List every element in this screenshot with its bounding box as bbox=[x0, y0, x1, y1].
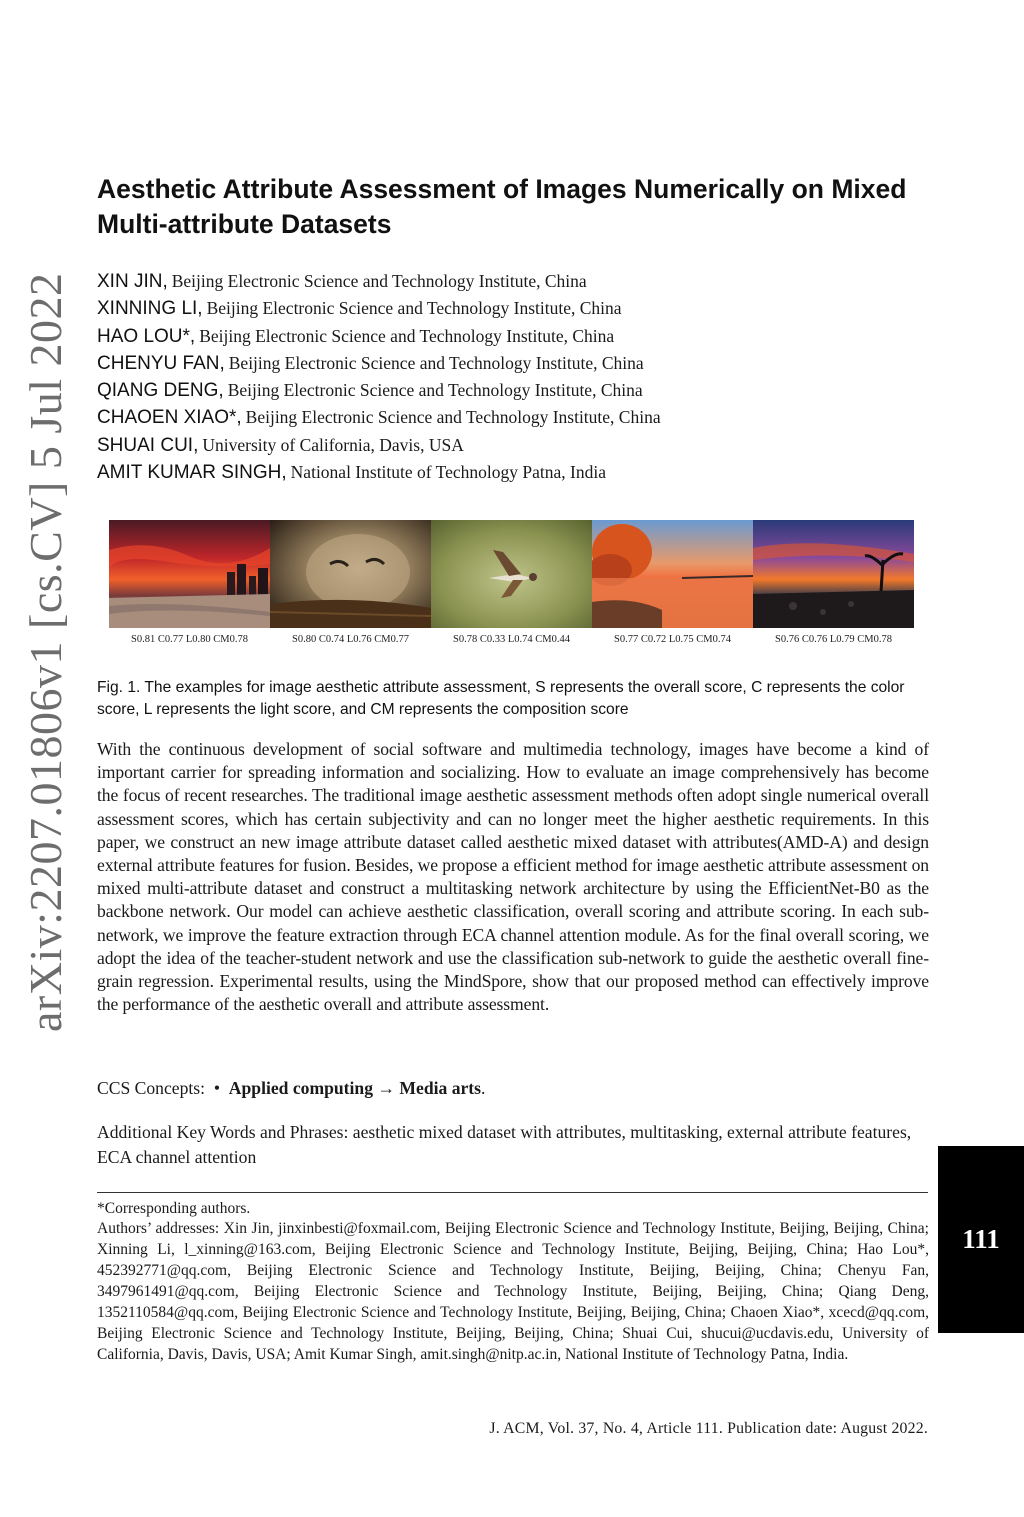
ccs-period: . bbox=[481, 1078, 486, 1098]
arxiv-stamp: arXiv:2207.01806v1 [cs.CV] 5 Jul 2022 bbox=[20, 272, 71, 1032]
photo-bird-flight bbox=[431, 520, 592, 628]
ccs-subconcept: Media arts bbox=[399, 1078, 482, 1098]
paper-title: Aesthetic Attribute Assessment of Images Numerically on Mixed Multi-attribute Datasets bbox=[97, 174, 907, 239]
author-list bbox=[97, 268, 937, 486]
ccs-concepts bbox=[97, 1077, 929, 1100]
author-affiliation: Beijing Electronic Science and Technology Institute, China bbox=[228, 352, 644, 373]
score-label: S0.78 C0.33 L0.74 CM0.44 bbox=[453, 634, 570, 645]
article-number-tab: 111 bbox=[938, 1146, 1024, 1333]
figure-caption: Fig. 1. The examples for image aesthetic attribute assessment, S represents the overall score, C represents the color score, L represents the light score, and CM represents the composition score bbox=[97, 679, 905, 718]
author-item bbox=[97, 323, 937, 350]
author-item bbox=[97, 268, 937, 295]
score-label: S0.81 C0.77 L0.80 CM0.78 bbox=[131, 634, 248, 645]
author-name: SHUAI CUI, bbox=[97, 434, 199, 456]
photo-autumn-lake bbox=[592, 520, 753, 628]
author-affiliation: Beijing Electronic Science and Technology Institute, China bbox=[245, 407, 661, 428]
photo-sleeping-cat bbox=[270, 520, 431, 628]
publication-info: J. ACM, Vol. 37, No. 4, Article 111. Publication date: August 2022. bbox=[489, 1420, 928, 1437]
author-item bbox=[97, 377, 937, 404]
author-addresses: Authors’ addresses: Xin Jin, jinxinbesti@foxmail.com, Beijing Electronic Science and Technology Institute, Beijing, Beijing, China; Xinning Li, l_xinning@163.com, Beijing Electronic Science and Technology Institute, Beijing, Beijing, China; Hao Lou*, 452392771@qq.com, Beijing Electronic Science and Technology Institute, Beijing, Beijing, China; Chenyu Fan, 3497961491@qq.com, Beijing Electronic Science and Technology Institute, Beijing, Beijing, China; Qiang Deng, 1352110584@qq.com, Beijing Electronic Science and Technology Institute, Beijing, Beijing, China; Chaoen Xiao*, xcecd@qq.com, Beijing Electronic Science and Technology Institute, Beijing, Beijing, China; Shuai Cui, shucui@ucdavis.edu, University of California, Davis, Davis, USA; Amit Kumar Singh, amit.singh@nitp.ac.in, National Institute of Technology Patna, India. bbox=[97, 1220, 929, 1363]
ccs-label: CCS Concepts: bbox=[97, 1078, 206, 1098]
author-name: AMIT KUMAR SINGH, bbox=[97, 462, 287, 484]
author-affiliation: National Institute of Technology Patna, India bbox=[290, 462, 606, 483]
author-name: XINNING LI, bbox=[97, 298, 203, 320]
author-affiliation: University of California, Davis, USA bbox=[202, 434, 464, 455]
author-affiliation: Beijing Electronic Science and Technology Institute, China bbox=[171, 271, 587, 291]
arrow-icon: → bbox=[377, 1078, 396, 1098]
author-affiliation: Beijing Electronic Science and Technology Institute, China bbox=[199, 325, 615, 346]
author-item bbox=[97, 295, 937, 322]
author-name: CHENYU FAN, bbox=[97, 352, 225, 374]
author-item bbox=[97, 432, 937, 459]
author-affiliation: Beijing Electronic Science and Technology Institute, China bbox=[206, 298, 622, 319]
ccs-concept: Applied computing bbox=[228, 1078, 374, 1098]
score-label: S0.76 C0.76 L0.79 CM0.78 bbox=[775, 634, 892, 645]
abstract: With the continuous development of social software and multimedia technology, images have become a kind of important carrier for spreading information and socializing. How to evaluate an image comprehensively has become the focus of recent researches. The traditional image aesthetic assessment methods often adopt single numerical overall assessment scores, which has certain subjectivity and can no longer meet the higher aesthetic requirements. In this paper, we construct an new image attribute dataset called aesthetic mixed dataset with attributes(AMD-A) and design external attribute features for fusion. Besides, we propose a efficient method for image aesthetic attribute assessment on mixed multi-attribute dataset and construct a multitasking network architecture by using the EfficientNet-B0 as the backbone network. Our model can achieve aesthetic classification, overall scoring and attribute scoring. In each sub-network, we improve the feature extraction through ECA channel attention module. As for the final overall scoring, we adopt the idea of the teacher-student network and use the classification sub-network to guide the aesthetic overall fine-grain regression. Experimental results, using the MindSpore, show that our proposed method can effectively improve the performance of the aesthetic overall and attribute assessment. bbox=[97, 739, 929, 1015]
score-label: S0.77 C0.72 L0.75 CM0.74 bbox=[614, 634, 731, 645]
keywords: Additional Key Words and Phrases: aesthetic mixed dataset with attributes, multitasking, external attribute features, ECA channel attention bbox=[97, 1122, 912, 1167]
author-affiliation: Beijing Electronic Science and Technology Institute, China bbox=[227, 380, 643, 401]
photo-shore-sunset bbox=[753, 520, 914, 628]
author-name: XIN JIN, bbox=[97, 271, 168, 292]
bullet-icon: • bbox=[213, 1078, 220, 1098]
teaser-figure bbox=[109, 520, 914, 650]
author-name: CHAOEN XIAO*, bbox=[97, 407, 242, 429]
corresponding-footnote: *Corresponding authors. bbox=[97, 1200, 251, 1217]
footnote-divider bbox=[97, 1192, 928, 1193]
author-item bbox=[97, 459, 937, 486]
author-item bbox=[97, 404, 937, 431]
author-item bbox=[97, 350, 937, 377]
photo-city-sunset bbox=[109, 520, 270, 628]
author-name: QIANG DENG, bbox=[97, 380, 224, 402]
author-name: HAO LOU*, bbox=[97, 325, 196, 347]
score-label: S0.80 C0.74 L0.76 CM0.77 bbox=[292, 634, 409, 645]
